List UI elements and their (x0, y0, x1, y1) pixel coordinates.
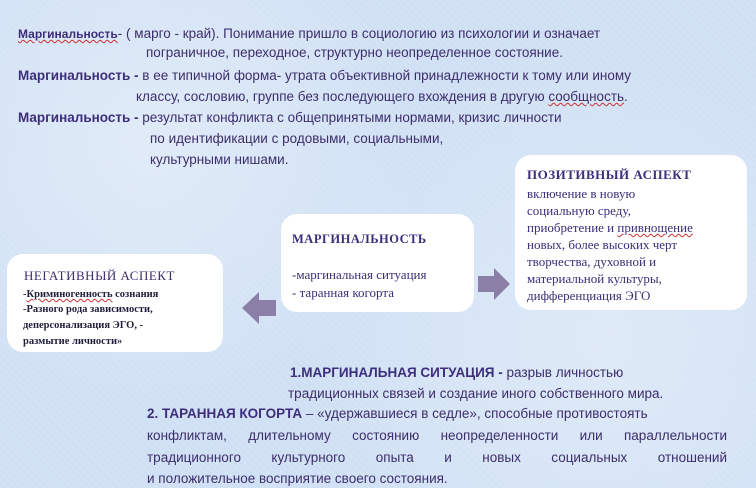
positive-aspect-line: дифференциация ЭГО (527, 288, 651, 303)
negative-aspect-title: НЕГАТИВНЫЙ АСПЕКТ (24, 268, 175, 283)
definition-2-line-2: классу, сословию, группе без последующего вхождения в другую сообщность. (136, 89, 628, 104)
misspelled-word: Криминогенность (26, 289, 113, 300)
definition-3-term: Маргинальность - (18, 110, 139, 125)
negative-aspect-box (7, 254, 223, 352)
explanation-2-line-2: конфликтам, длительному состоянию неопределенности или параллельности (147, 428, 727, 443)
negative-aspect-line-2: -Разного рода зависимости, (23, 304, 153, 315)
positive-aspect-line: новых, более высоких черт (527, 237, 678, 252)
marginality-box-line-2: - таранная когорта (292, 285, 394, 300)
definition-2-line-1 (18, 68, 631, 83)
negative-aspect-line-4: размытие личности» (23, 336, 123, 347)
definition-1-line-2: пограничное, переходное, структурно неопределенное состояние. (146, 45, 563, 60)
explanation-2-line-4: и положительное восприятие своего состояния. (147, 471, 448, 486)
misspelled-word: привнощение (617, 220, 693, 235)
definition-2-text: в ее типичной форма- утрата объективной принадлежности к тому или иному (138, 68, 632, 83)
definition-3-line-3: культурными нишами. (150, 152, 289, 167)
positive-aspect-title: ПОЗИТИВНЫЙ АСПЕКТ (527, 167, 692, 182)
definition-1-line-1 (18, 26, 600, 41)
arrow-right-icon (478, 268, 510, 300)
positive-aspect-line: включение в новую (527, 186, 636, 201)
explanation-2-line-3: традиционного культурного опыта и новых социальных отношений (147, 450, 727, 465)
marginality-box (281, 214, 474, 312)
explanation-1-term: 1.МАРГИНАЛЬНАЯ СИТУАЦИЯ - (290, 365, 503, 380)
definition-2-term: Маргинальность - (18, 68, 139, 83)
definition-1-term: Маргинальность (18, 27, 118, 41)
definition-3-line-2: по идентификации с родовыми, социальными, (150, 131, 444, 146)
positive-aspect-line: приобретение и привнощение (527, 220, 693, 235)
definition-3-line-1 (18, 110, 562, 125)
arrow-left-icon (242, 292, 276, 324)
negative-aspect-line-3: деперсонализация ЭГО, - (23, 320, 144, 331)
explanation-1-line-2: традиционных связей и создание иного собственного мира. (288, 386, 664, 401)
negative-aspect-line-1: -Криминогенность сознания (23, 289, 159, 300)
definition-3-text: результат конфликта с общепринятыми нормами, кризис личности (138, 110, 562, 125)
marginality-box-title: МАРГИНАЛЬНОСТЬ (292, 232, 427, 246)
positive-aspect-line: материальной культуры, (527, 271, 662, 286)
positive-aspect-box (515, 155, 747, 310)
definition-1-text: - ( марго - край). Понимание пришло в социологию из психологии и означает (117, 26, 601, 41)
explanation-2-line-1: 2. ТАРАННАЯ КОГОРТА – «удержавшиеся в седле», способные противостоять (147, 406, 648, 421)
explanation-2-term: 2. ТАРАННАЯ КОГОРТА (147, 406, 303, 421)
positive-aspect-line: социальную среду, (527, 203, 631, 218)
marginality-box-line-1: -маргинальная ситуация (292, 267, 427, 282)
misspelled-word: сообщность (548, 89, 625, 104)
positive-aspect-line: творчества, духовной и (527, 254, 657, 269)
explanation-1-line-1: 1.МАРГИНАЛЬНАЯ СИТУАЦИЯ - разрыв личностью (290, 365, 624, 380)
